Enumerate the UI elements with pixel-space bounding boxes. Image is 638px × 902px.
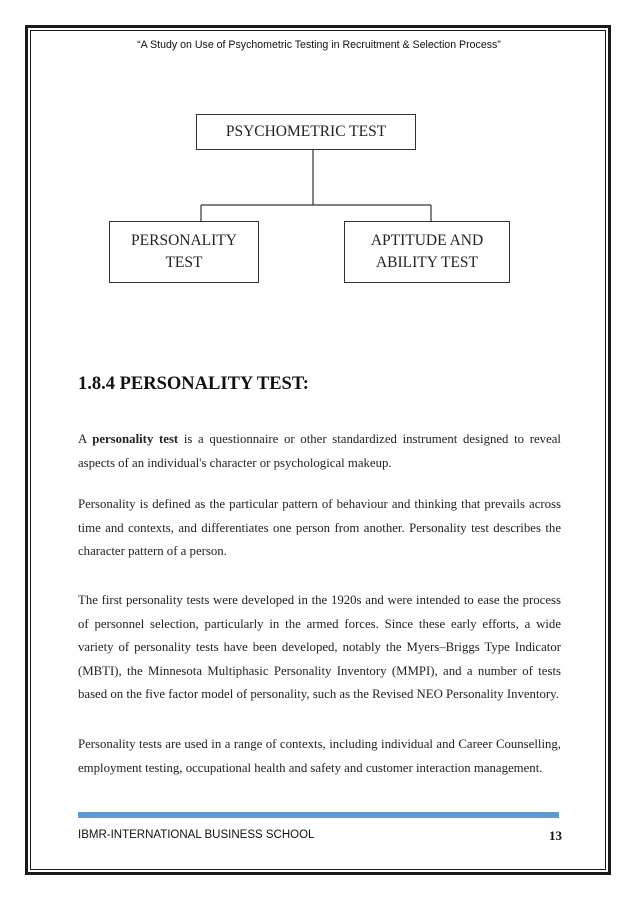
diagram-aptitude-line2: ABILITY TEST xyxy=(375,254,479,271)
diagram-root-label: PSYCHOMETRIC TEST xyxy=(225,123,387,140)
paragraph-definition-lead: A xyxy=(78,432,93,446)
footer-school-name: IBMR-INTERNATIONAL BUSINESS SCHOOL xyxy=(78,829,315,841)
diagram-personality-line2: TEST xyxy=(165,254,203,271)
paragraph-uses: Personality tests are used in a range of contexts, including individual and Career Counselling, employment testing, occupational health and safety and customer interaction management. xyxy=(78,737,561,775)
diagram-root-box xyxy=(196,114,416,150)
diagram-personality-test-box xyxy=(109,221,259,283)
section-heading: 1.8.4 PERSONALITY TEST: xyxy=(78,374,309,394)
paragraph-history: The first personality tests were developed in the 1920s and were intended to ease the process of personnel selection, particularly in the armed forces. Since these early efforts, a wide variety of personality tests have been developed, notably the Myers–Briggs Type Indicator (MBTI), the Minnesota Multiphasic Personality Inventory (MMPI), and a number of tests based on the five factor model of personality, such as the Revised NEO Personality Inventory. xyxy=(78,593,561,701)
diagram-personality-line1: PERSONALITY xyxy=(131,232,237,249)
diagram-aptitude-test-box xyxy=(344,221,510,283)
paragraph-definition xyxy=(78,428,561,475)
paragraph-definition-term: personality test xyxy=(92,432,179,446)
page-header: “A Study on Use of Psychometric Testing in Recruitment & Selection Process” xyxy=(137,39,501,51)
footer-rule xyxy=(78,812,559,818)
paragraph-personality-defined: Personality is defined as the particular pattern of behaviour and thinking that prevails across time and contexts, and differentiates one person from another. Personality test describes the character pattern of a person. xyxy=(78,497,561,558)
page-number: 13 xyxy=(549,828,562,843)
paragraph-definition-rest: is a questionnaire or other standardized instrument designed to reveal aspects of an individual's character or psychological makeup. xyxy=(78,432,561,470)
diagram-aptitude-line1: APTITUDE AND xyxy=(370,232,484,249)
